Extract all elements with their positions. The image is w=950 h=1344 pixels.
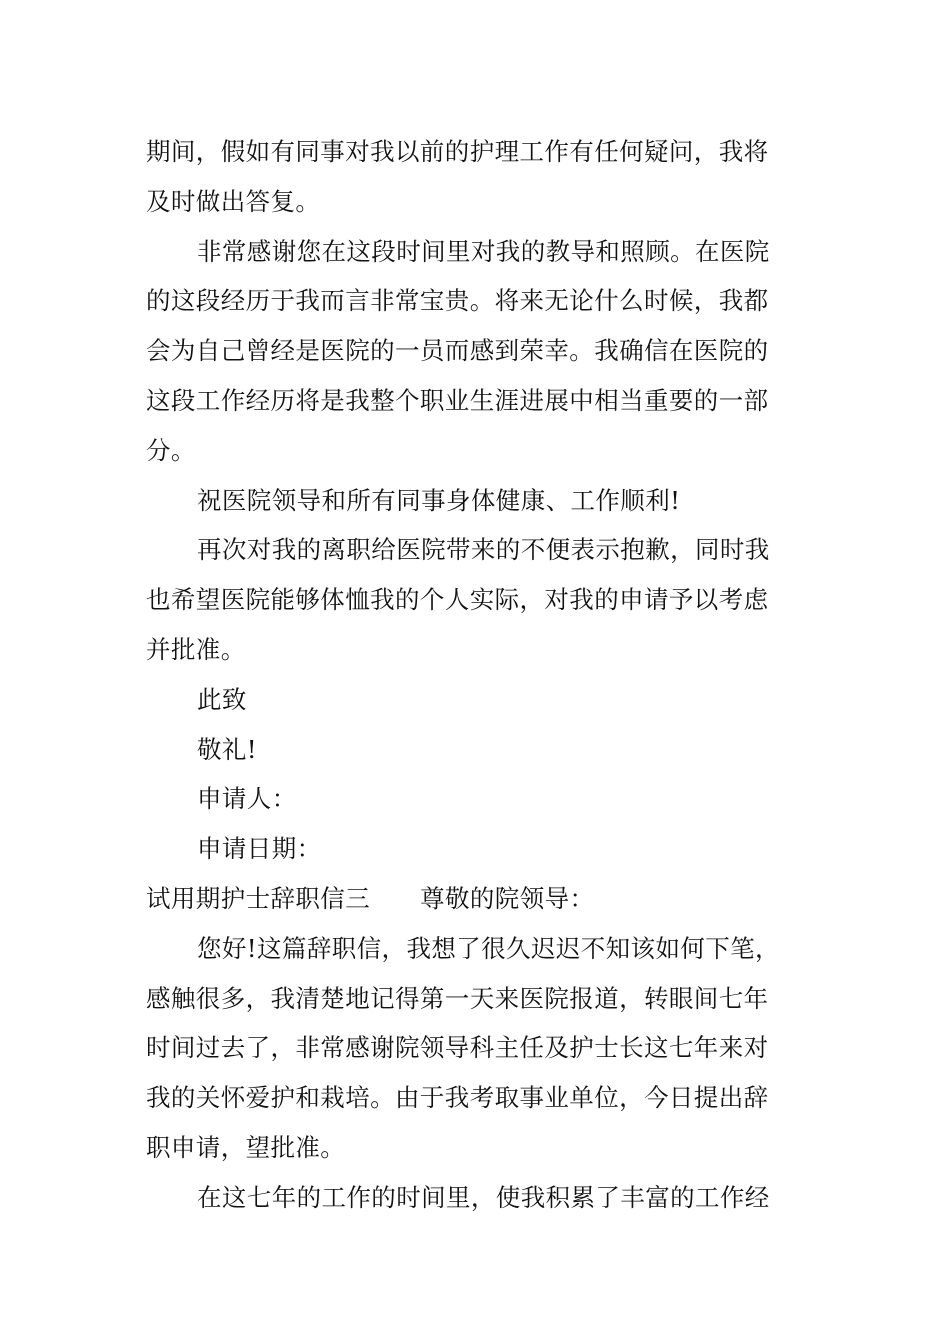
letter-body-part-2 xyxy=(146,924,808,1223)
paragraph-line: 敬礼! xyxy=(197,734,258,764)
paragraph-line: 的这段经历于我而言非常宝贵。将来无论什么时候，我都 xyxy=(146,286,769,316)
paragraph xyxy=(146,725,808,775)
paragraph-line: 申请人： xyxy=(197,784,297,814)
paragraph xyxy=(146,476,808,526)
paragraph-line: 祝医院领导和所有同事身体健康、工作顺利! xyxy=(197,485,681,515)
paragraph-line: 申请日期： xyxy=(197,834,322,864)
paragraph-line: 分。 xyxy=(146,435,196,465)
letter-salutation: 尊敬的院领导： xyxy=(420,883,595,913)
paragraph-line: 此致 xyxy=(197,684,247,714)
paragraph-line: 时间过去了，非常感谢院领导科主任及护士长这七年来对 xyxy=(146,1033,769,1063)
paragraph xyxy=(146,824,808,874)
paragraph-line: 我的关怀爱护和栽培。由于我考取事业单位，今日提出辞 xyxy=(146,1083,769,1113)
letter-heading-line xyxy=(146,874,808,924)
letter-title: 试用期护士辞职信三 xyxy=(146,883,371,913)
paragraph-line: 您好!这篇辞职信，我想了很久迟迟不知该如何下笔， xyxy=(197,933,780,963)
paragraph-line: 在这七年的工作的时间里，使我积累了丰富的工作经 xyxy=(197,1182,770,1212)
paragraph xyxy=(146,675,808,725)
paragraph xyxy=(146,127,808,227)
document-page xyxy=(146,127,808,1223)
paragraph-line: 职申请，望批准。 xyxy=(146,1132,346,1162)
paragraph-line: 非常感谢您在这段时间里对我的教导和照顾。在医院 xyxy=(197,236,770,266)
paragraph-line: 并批准。 xyxy=(146,634,246,664)
paragraph xyxy=(146,227,808,476)
paragraph xyxy=(146,774,808,824)
paragraph-line: 再次对我的离职给医院带来的不便表示抱歉，同时我 xyxy=(197,535,770,565)
paragraph-line: 感触很多，我清楚地记得第一天来医院报道，转眼间七年 xyxy=(146,983,769,1013)
paragraph xyxy=(146,924,808,1173)
letter-body-part-1 xyxy=(146,127,808,874)
paragraph-line: 及时做出答复。 xyxy=(146,186,321,216)
paragraph-line: 也希望医院能够体恤我的个人实际，对我的申请予以考虑 xyxy=(146,585,769,615)
paragraph-line: 会为自己曾经是医院的一员而感到荣幸。我确信在医院的 xyxy=(146,336,769,366)
paragraph xyxy=(146,525,808,674)
paragraph-line: 这段工作经历将是我整个职业生涯进展中相当重要的一部 xyxy=(146,385,769,415)
paragraph xyxy=(146,1173,808,1223)
paragraph-line: 期间，假如有同事对我以前的护理工作有任何疑问，我将 xyxy=(146,137,769,166)
